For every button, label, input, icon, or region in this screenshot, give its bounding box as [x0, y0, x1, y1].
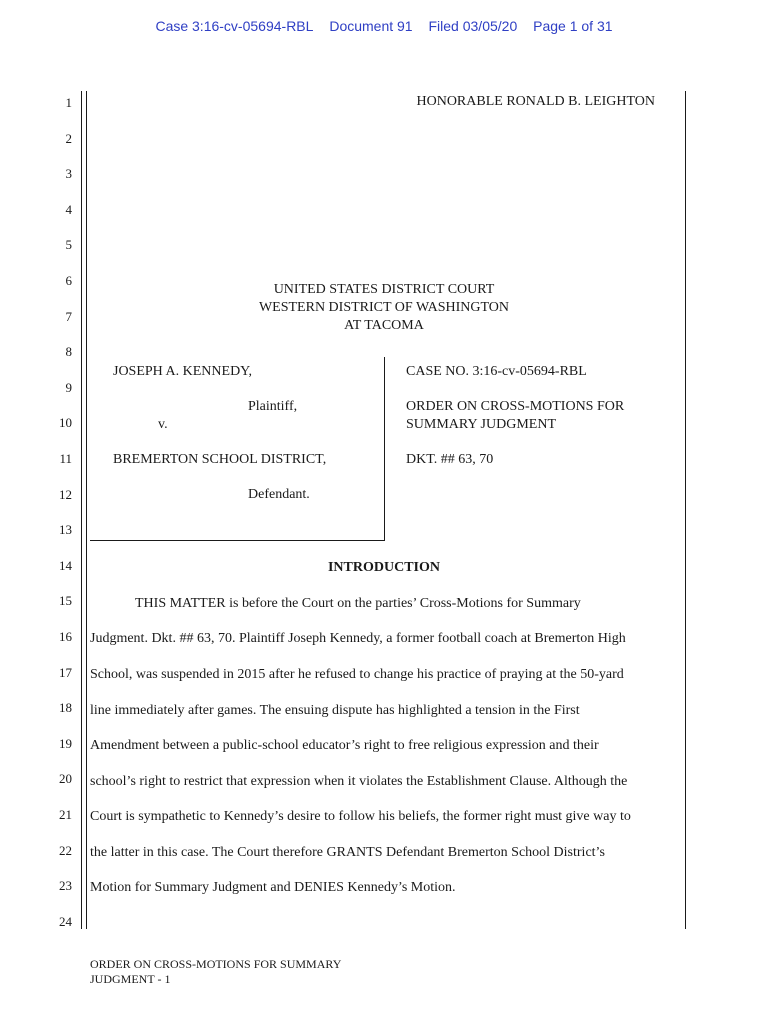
line-number: 9 — [65, 380, 72, 395]
header-page-count: Page 1 of 31 — [533, 18, 613, 34]
court-name-line-2: WESTERN DISTRICT OF WASHINGTON — [258, 300, 510, 315]
line-number: 10 — [59, 415, 72, 430]
body-line: school’s right to restrict that expression when it violates the Establishment Clause. Although the — [90, 774, 628, 789]
ecf-header — [0, 18, 768, 34]
left-margin-rule-outer — [81, 91, 82, 929]
judge-name: HONORABLE RONALD B. LEIGHTON — [416, 94, 655, 109]
plaintiff-role: Plaintiff, — [248, 399, 298, 414]
left-margin-rule-inner — [86, 91, 87, 929]
line-number: 16 — [59, 629, 72, 644]
section-heading: INTRODUCTION — [327, 560, 440, 575]
footer-title-line-2: JUDGMENT - 1 — [90, 972, 171, 986]
line-number: 17 — [59, 665, 72, 680]
court-name-line-3: AT TACOMA — [344, 318, 424, 333]
line-number: 20 — [59, 771, 72, 786]
line-number: 15 — [59, 593, 72, 608]
line-number: 18 — [59, 700, 72, 715]
body-line: the latter in this case. The Court therefore GRANTS Defendant Bremerton School District’s — [90, 845, 605, 860]
line-number: 21 — [59, 807, 72, 822]
body-line: Motion for Summary Judgment and DENIES Kennedy’s Motion. — [90, 880, 456, 895]
line-number: 11 — [59, 451, 72, 466]
right-margin-rule — [685, 91, 686, 929]
line-number: 24 — [59, 914, 72, 929]
line-number: 3 — [65, 166, 72, 181]
defendant-role: Defendant. — [248, 487, 310, 502]
line-number: 22 — [59, 843, 72, 858]
body-line: Judgment. Dkt. ## 63, 70. Plaintiff Joseph Kennedy, a former football coach at Bremerton High — [90, 631, 626, 646]
body-line: Amendment between a public-school educator’s right to free religious expression and their — [90, 738, 599, 753]
case-number: CASE NO. 3:16-cv-05694-RBL — [406, 364, 587, 379]
versus: v. — [158, 417, 168, 432]
header-filed-date: Filed 03/05/20 — [428, 18, 518, 34]
header-case-number: Case 3:16-cv-05694-RBL — [155, 18, 314, 34]
docket-numbers: DKT. ## 63, 70 — [406, 452, 494, 467]
line-number: 2 — [65, 131, 72, 146]
line-number: 19 — [59, 736, 72, 751]
body-line: School, was suspended in 2015 after he refused to change his practice of praying at the 50-yard — [90, 667, 624, 682]
court-name-line-1: UNITED STATES DISTRICT COURT — [273, 282, 495, 297]
order-title-line-1: ORDER ON CROSS-MOTIONS FOR — [406, 399, 625, 414]
line-number: 14 — [59, 558, 72, 573]
line-number: 23 — [59, 878, 72, 893]
line-number: 6 — [65, 273, 72, 288]
line-number: 8 — [65, 344, 72, 359]
line-number: 1 — [65, 95, 72, 110]
line-number: 13 — [59, 522, 72, 537]
line-number: 12 — [59, 487, 72, 502]
body-line: THIS MATTER is before the Court on the parties’ Cross-Motions for Summary — [135, 596, 581, 611]
order-title-line-2: SUMMARY JUDGMENT — [406, 417, 557, 432]
caption-bottom-rule — [90, 540, 385, 541]
footer-title-line-1: ORDER ON CROSS-MOTIONS FOR SUMMARY — [90, 957, 342, 971]
line-number: 5 — [65, 237, 72, 252]
line-number: 7 — [65, 309, 72, 324]
header-document-number: Document 91 — [329, 18, 413, 34]
caption-divider — [384, 357, 385, 540]
plaintiff-name: JOSEPH A. KENNEDY, — [113, 364, 252, 379]
defendant-name: BREMERTON SCHOOL DISTRICT, — [113, 452, 327, 467]
line-number: 4 — [65, 202, 72, 217]
body-line: Court is sympathetic to Kennedy’s desire to follow his beliefs, the former right must give way to — [90, 809, 631, 824]
body-line: line immediately after games. The ensuing dispute has highlighted a tension in the First — [90, 703, 580, 718]
